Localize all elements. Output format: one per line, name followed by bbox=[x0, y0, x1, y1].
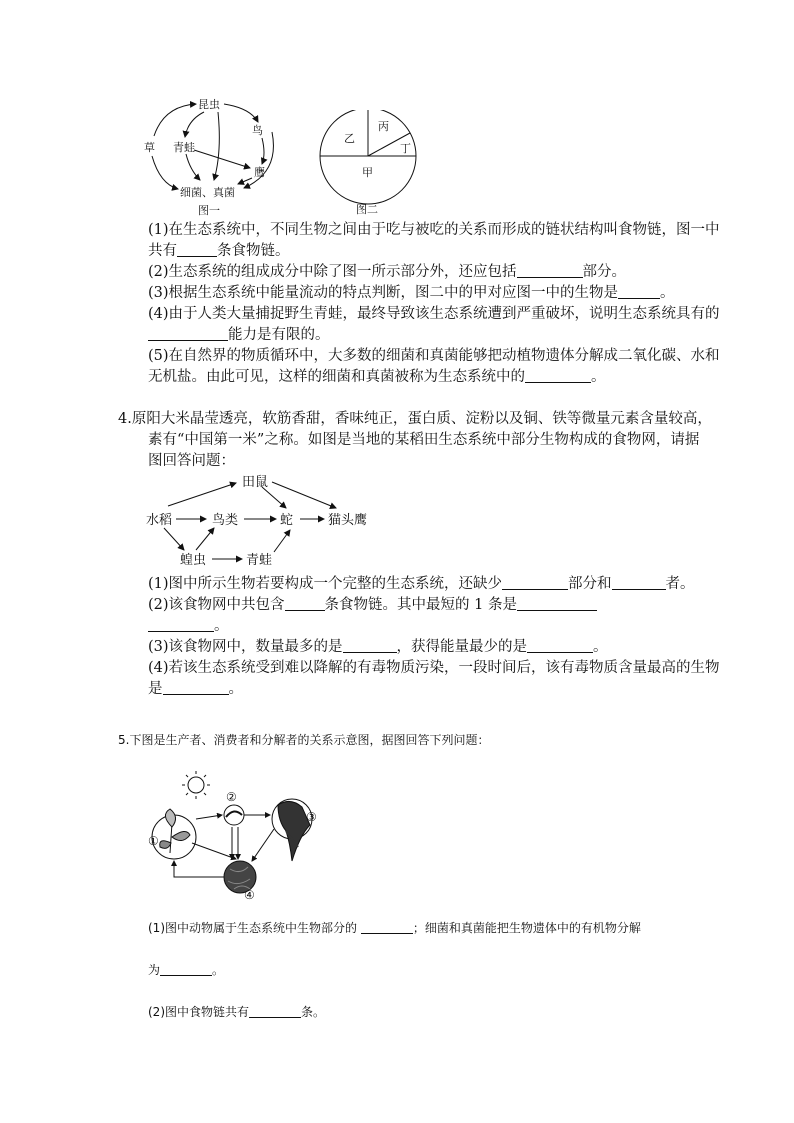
node-grass: 草 bbox=[144, 141, 155, 154]
q4-part3: (3)该食物网中，数量最多的是 ，获得能量最少的是 。 bbox=[148, 639, 608, 655]
answer-blank[interactable] bbox=[527, 638, 593, 653]
q4-intro-line2: 素有“中国第一米”之称。如图是当地的某稻田生态系统中部分生物构成的食物网，请据 bbox=[148, 432, 700, 448]
label-jia: 甲 bbox=[362, 166, 373, 179]
node-mouse: 田鼠 bbox=[242, 475, 269, 490]
answer-blank[interactable] bbox=[517, 263, 583, 278]
node-owl: 猫头鹰 bbox=[328, 513, 368, 528]
node-locust: 蝗虫 bbox=[180, 553, 207, 568]
node-frog: 青蛙 bbox=[246, 553, 273, 568]
answer-blank[interactable] bbox=[525, 368, 591, 383]
q3-part4-line1: (4)由于人类大量捕捉野生青蛙，最终导致该生态系统遭到严重破坏，说明生态系统具有的 bbox=[148, 306, 720, 322]
sun-icon bbox=[182, 771, 210, 799]
q5-part2: (2)图中食物链共有 条。 bbox=[148, 1005, 326, 1019]
node-frog: 青蛙 bbox=[173, 141, 195, 154]
answer-blank[interactable] bbox=[502, 575, 568, 590]
q3-part1-line2: 共有 条食物链。 bbox=[148, 243, 290, 259]
q5-relationship-diagram bbox=[140, 765, 340, 905]
bird-icon bbox=[272, 799, 312, 861]
marker-1: ① bbox=[148, 834, 159, 848]
consumer-icon bbox=[224, 805, 244, 825]
q4-part4-line1: (4)若该生态系统受到难以降解的有毒物质污染，一段时间后，该有毒物质含量最高的生物 bbox=[148, 660, 720, 676]
node-decomposer: 细菌、真菌 bbox=[180, 186, 235, 199]
q4-part2-line1: (2)该食物网中共包含 条食物链。其中最短的 1 条是 bbox=[148, 595, 597, 615]
node-bird: 鸟 bbox=[252, 124, 263, 137]
marker-4: ④ bbox=[244, 888, 255, 902]
q4-part4-line2: 是 。 bbox=[148, 681, 243, 697]
answer-blank[interactable] bbox=[361, 919, 413, 934]
marker-2: ② bbox=[226, 790, 237, 804]
q4-part1: (1)图中所示生物若要构成一个完整的生态系统，还缺少 部分和 者。 bbox=[148, 576, 695, 592]
figure-2-pie bbox=[316, 110, 420, 220]
q3-part5-line1: (5)在自然界的物质循环中，大多数的细菌和真菌能够把动植物遗体分解成二氧化碳、水和 bbox=[148, 348, 720, 364]
answer-blank[interactable] bbox=[618, 284, 660, 299]
answer-blank[interactable] bbox=[163, 680, 229, 695]
answer-blank[interactable] bbox=[148, 326, 228, 341]
node-birds: 鸟类 bbox=[212, 513, 239, 528]
figure-1-caption: 图一 bbox=[198, 204, 220, 217]
q5-part1-line2: 为 。 bbox=[148, 963, 225, 977]
q5-part1-line1: (1)图中动物属于生态系统中生物部分的 ；细菌和真菌能把生物遗体中的有机物分解 bbox=[148, 921, 641, 935]
answer-blank[interactable] bbox=[612, 575, 666, 590]
label-bing: 丙 bbox=[378, 120, 389, 133]
answer-blank[interactable] bbox=[160, 961, 212, 976]
node-insect: 昆虫 bbox=[198, 98, 220, 111]
answer-blank[interactable] bbox=[285, 596, 325, 611]
answer-blank[interactable] bbox=[343, 638, 397, 653]
node-hawk: 鹰 bbox=[254, 166, 265, 179]
figure-1-food-web bbox=[140, 92, 280, 220]
q5-intro: 5.下图是生产者、消费者和分解者的关系示意图，据图回答下列问题： bbox=[118, 733, 490, 747]
node-snake: 蛇 bbox=[280, 513, 294, 528]
answer-blank[interactable] bbox=[177, 242, 217, 257]
q3-part2: (2)生态系统的组成成分中除了图一所示部分外，还应包括 部分。 bbox=[148, 264, 627, 280]
answer-blank[interactable] bbox=[517, 596, 597, 611]
node-rice: 水稻 bbox=[146, 513, 173, 528]
q4-intro-line1: 4.原阳大米晶莹透亮，软筋香甜，香味纯正，蛋白质、淀粉以及铜、铁等微量元素含量较高， bbox=[118, 411, 712, 427]
q4-part2-line2: 。 bbox=[148, 616, 229, 636]
label-ding: 丁 bbox=[400, 142, 411, 155]
label-yi: 乙 bbox=[344, 132, 355, 145]
answer-blank[interactable] bbox=[249, 1003, 301, 1018]
q4-intro-line3: 图回答问题： bbox=[148, 453, 235, 469]
q4-food-web bbox=[140, 470, 390, 570]
q3-part4-line2: 能力是有限的。 bbox=[148, 325, 330, 345]
marker-3: ③ bbox=[306, 810, 317, 824]
figure-2-caption: 图二 bbox=[356, 203, 378, 216]
q3-part1-line1: (1)在生态系统中，不同生物之间由于吃与被吃的关系而形成的链状结构叫食物链，图一中 bbox=[148, 222, 720, 238]
answer-blank[interactable] bbox=[148, 617, 214, 632]
q3-part3: (3)根据生态系统中能量流动的特点判断，图二中的甲对应图一中的生物是 。 bbox=[148, 285, 675, 301]
q3-part5-line2: 无机盐。由此可见，这样的细菌和真菌被称为生态系统中的 。 bbox=[148, 369, 606, 385]
